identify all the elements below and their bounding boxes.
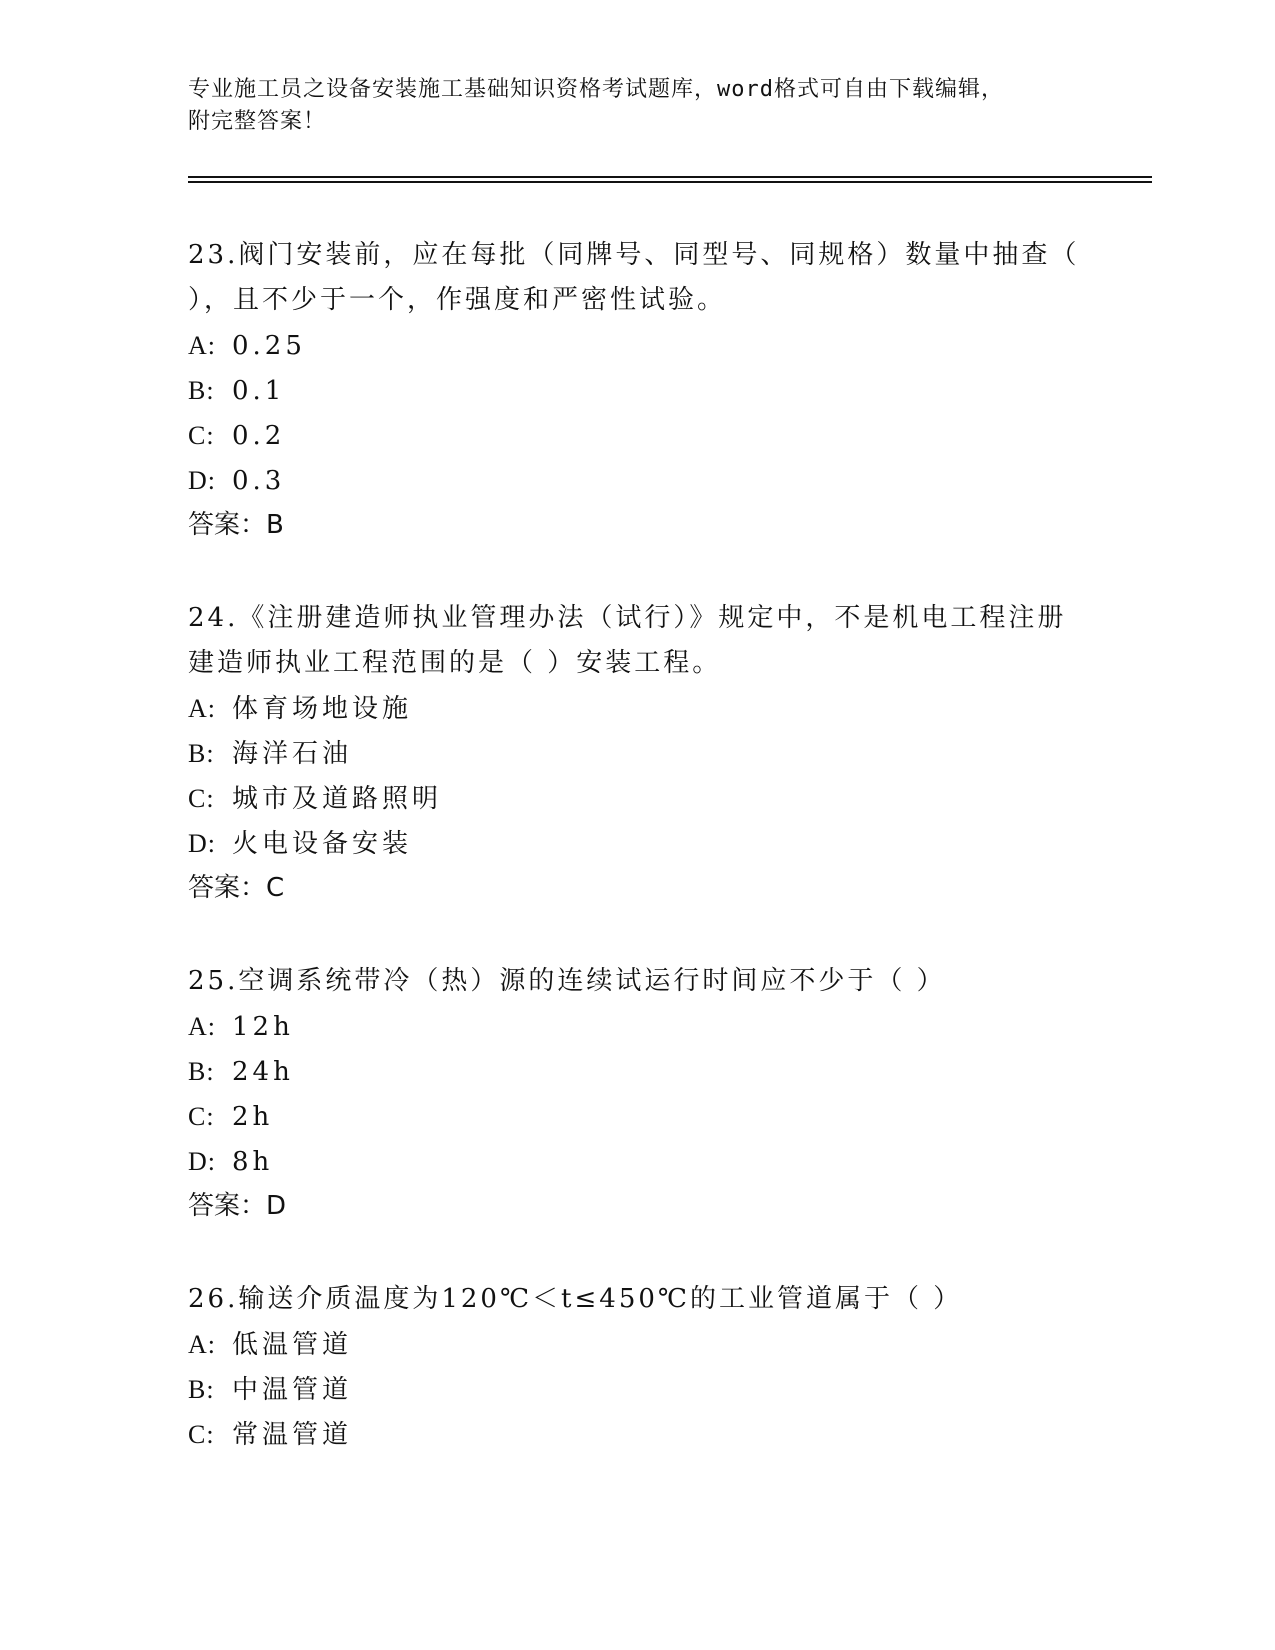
header-divider-bottom <box>188 181 1152 183</box>
question-line: 26.输送介质温度为120℃＜t≤450℃的工业管道属于（ ） <box>188 1284 963 1314</box>
option-value: 火电设备安装 <box>232 829 413 859</box>
option-value: 体育场地设施 <box>232 694 413 724</box>
option-key: A: <box>188 694 216 723</box>
option-key: B: <box>188 1375 215 1404</box>
option-value: 0.2 <box>232 421 286 451</box>
answer-label: 答案：B <box>188 510 284 540</box>
option-c <box>188 1094 1088 1139</box>
question-text <box>188 233 1088 323</box>
option-d <box>188 1139 1088 1184</box>
header-divider-top <box>188 176 1152 178</box>
question-24 <box>188 596 1088 911</box>
option-key: C: <box>188 1102 215 1131</box>
option-a <box>188 323 1088 368</box>
question-line: 23.阀门安装前，应在每批（同牌号、同型号、同规格）数量中抽查（ <box>188 240 1080 270</box>
answer-label: 答案：D <box>188 1191 287 1221</box>
option-key: D: <box>188 466 216 495</box>
question-text <box>188 959 1088 1004</box>
option-value: 0.1 <box>232 376 286 406</box>
option-b <box>188 1049 1088 1094</box>
answer-label: 答案：C <box>188 873 285 903</box>
option-value: 海洋石油 <box>232 739 353 769</box>
option-b <box>188 1367 1088 1412</box>
document-header <box>188 74 1088 138</box>
option-value: 24h <box>232 1057 294 1087</box>
option-a <box>188 1322 1088 1367</box>
option-value: 城市及道路照明 <box>232 784 443 814</box>
option-a <box>188 1004 1088 1049</box>
option-value: 中温管道 <box>232 1375 353 1405</box>
option-value: 2h <box>232 1102 274 1132</box>
header-line-2: 附完整答案！ <box>188 109 327 134</box>
option-key: D: <box>188 1147 216 1176</box>
option-key: A: <box>188 1012 216 1041</box>
question-line: 建造师执业工程范围的是（ ）安装工程。 <box>188 648 722 678</box>
question-line: 25.空调系统带冷（热）源的连续试运行时间应不少于（ ） <box>188 966 946 996</box>
option-b <box>188 731 1088 776</box>
option-key: B: <box>188 376 215 405</box>
option-value: 常温管道 <box>232 1420 353 1450</box>
question-text <box>188 1277 1088 1322</box>
option-b <box>188 368 1088 413</box>
option-d <box>188 458 1088 503</box>
option-key: D: <box>188 829 216 858</box>
option-key: C: <box>188 784 215 813</box>
question-line: ），且不少于一个，作强度和严密性试验。 <box>188 285 727 315</box>
option-key: A: <box>188 1330 216 1359</box>
option-value: 低温管道 <box>232 1330 353 1360</box>
option-value: 0.25 <box>232 331 306 361</box>
question-text <box>188 596 1088 686</box>
option-c <box>188 413 1088 458</box>
option-a <box>188 686 1088 731</box>
option-key: A: <box>188 331 216 360</box>
question-line: 24.《注册建造师执业管理办法（试行）》规定中，不是机电工程注册 <box>188 603 1067 633</box>
question-26 <box>188 1277 1088 1457</box>
option-c <box>188 776 1088 821</box>
option-key: B: <box>188 739 215 768</box>
question-25 <box>188 959 1088 1229</box>
option-key: C: <box>188 1420 215 1449</box>
header-line-1: 专业施工员之设备安装施工基础知识资格考试题库，word格式可自由下载编辑， <box>188 77 1004 102</box>
option-d <box>188 821 1088 866</box>
option-value: 0.3 <box>232 466 286 496</box>
option-key: C: <box>188 421 215 450</box>
option-key: B: <box>188 1057 215 1086</box>
option-value: 12h <box>232 1012 294 1042</box>
question-23 <box>188 233 1088 548</box>
option-value: 8h <box>232 1147 274 1177</box>
option-c <box>188 1412 1088 1457</box>
